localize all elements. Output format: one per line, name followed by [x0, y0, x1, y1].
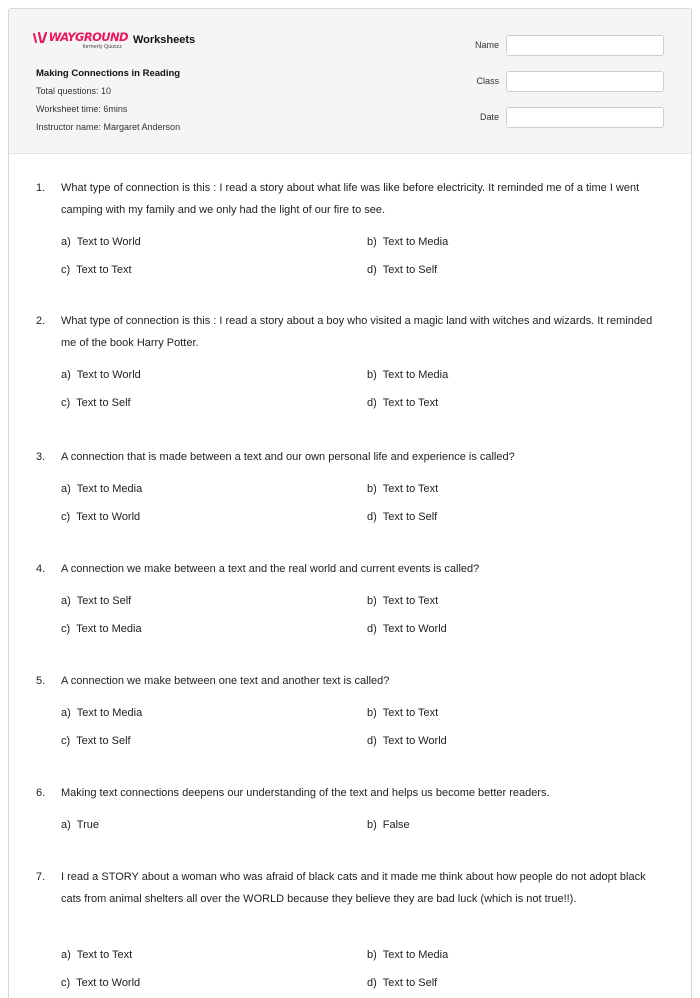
name-field-row [454, 34, 664, 56]
option-text: Text to Text [382, 595, 439, 607]
option-letter: c) [61, 397, 71, 409]
option-a [61, 235, 141, 249]
wayground-logo [36, 31, 128, 51]
question-number: 7. [36, 871, 46, 883]
question-text: A connection that is made between a text and our own personal life and experience is called? [61, 451, 515, 463]
option-d [367, 396, 438, 410]
option-letter: d) [367, 735, 377, 747]
student-fields [454, 34, 664, 142]
option-text: Text to Self [382, 977, 438, 989]
option-letter: c) [61, 735, 71, 747]
name-input[interactable] [506, 35, 664, 56]
option-c [61, 263, 132, 277]
option-letter: d) [367, 623, 377, 635]
option-text: Text to Self [382, 511, 438, 523]
question-number: 3. [36, 451, 46, 463]
option-d [367, 263, 437, 277]
option-letter: a) [61, 949, 71, 961]
logo-subtext: formerly Quizizz [82, 44, 122, 50]
option-letter: c) [61, 264, 71, 276]
option-text: True [76, 819, 99, 831]
option-letter: a) [61, 707, 71, 719]
option-d [367, 976, 437, 990]
option-a [61, 706, 142, 720]
brand-title: Worksheets [133, 34, 196, 46]
brand [36, 31, 195, 51]
logo-text: WAYGROUND [48, 30, 128, 44]
option-letter: d) [367, 511, 377, 523]
option-a [61, 368, 141, 382]
option-b [367, 368, 448, 382]
option-text: Text to Text [76, 949, 133, 961]
option-letter: b) [367, 483, 377, 495]
option-text: Text to World [76, 977, 141, 989]
option-letter: a) [61, 483, 71, 495]
option-letter: d) [367, 397, 377, 409]
option-text: Text to World [76, 511, 141, 523]
option-letter: a) [61, 369, 71, 381]
question-number: 2. [36, 315, 46, 327]
instructor-name: Instructor name: Margaret Anderson [36, 122, 181, 132]
option-b [367, 706, 438, 720]
option-text: Text to Text [382, 397, 439, 409]
class-field-row [454, 70, 664, 92]
question-text: I read a STORY about a woman who was afraid of black cats and it made me think about how people do not adopt black cats from animal shelters all over the WORLD because they believe they are bad luck (which is not true!!). [61, 871, 646, 905]
option-text: Text to Self [76, 397, 131, 409]
option-text: Text to Media [382, 949, 449, 961]
option-letter: c) [61, 511, 71, 523]
option-text: Text to Text [382, 707, 439, 719]
question-number: 5. [36, 675, 46, 687]
option-d [367, 622, 447, 636]
option-c [61, 976, 140, 990]
option-b [367, 594, 438, 608]
question-number: 1. [36, 182, 46, 194]
option-letter: c) [61, 977, 71, 989]
option-text: Text to Media [76, 707, 143, 719]
option-text: Text to Self [76, 735, 131, 747]
option-a [61, 482, 142, 496]
option-text: Text to Self [382, 264, 438, 276]
option-letter: b) [367, 707, 377, 719]
option-letter: d) [367, 264, 377, 276]
option-a [61, 948, 132, 962]
option-text: Text to Media [382, 236, 449, 248]
question-text: What type of connection is this : I read a story about what life was like before electricity. It reminded me of a time I went camping with my family and we only had the light of our fire to see. [61, 182, 640, 216]
option-c [61, 396, 131, 410]
option-letter: d) [367, 977, 377, 989]
option-letter: b) [367, 595, 377, 607]
option-b [367, 948, 448, 962]
option-d [367, 510, 437, 524]
class-input[interactable] [506, 71, 664, 92]
option-text: Text to Text [382, 483, 439, 495]
option-text: Text to Text [76, 264, 132, 276]
option-text: Text to World [76, 236, 141, 248]
option-a [61, 818, 99, 832]
question-number: 4. [36, 563, 46, 575]
option-a [61, 594, 131, 608]
option-letter: c) [61, 623, 71, 635]
option-text: Text to Media [382, 369, 449, 381]
question-text: What type of connection is this : I read a story about a boy who visited a magic land with witches and wizards. It reminded me of the book Harry Potter. [61, 315, 653, 349]
class-label: Class [476, 76, 499, 86]
option-letter: b) [367, 949, 377, 961]
option-text: Text to World [76, 369, 141, 381]
question-text: A connection we make between a text and the real world and current events is called? [61, 563, 480, 575]
option-c [61, 734, 131, 748]
option-b [367, 235, 448, 249]
option-letter: a) [61, 819, 71, 831]
option-letter: b) [367, 369, 377, 381]
date-field-row [454, 106, 664, 128]
worksheet-header [9, 9, 691, 154]
option-d [367, 734, 447, 748]
option-text: Text to Self [76, 595, 132, 607]
option-b [367, 818, 410, 832]
option-c [61, 510, 140, 524]
logo-mark-icon [33, 32, 47, 43]
option-b [367, 482, 438, 496]
option-letter: b) [367, 236, 377, 248]
date-label: Date [479, 112, 499, 122]
name-label: Name [474, 40, 499, 50]
question-number: 6. [36, 787, 46, 799]
worksheet-page [8, 8, 692, 998]
option-letter: a) [61, 236, 71, 248]
question-text: Making text connections deepens our understanding of the text and helps us become better readers. [61, 787, 550, 799]
worksheet-title: Making Connections in Reading [36, 68, 181, 79]
option-letter: a) [61, 595, 71, 607]
date-input[interactable] [506, 107, 664, 128]
option-letter: b) [367, 819, 377, 831]
option-text: Text to World [382, 623, 447, 635]
option-text: Text to Media [76, 483, 143, 495]
question-text: A connection we make between one text and another text is called? [61, 675, 390, 687]
option-c [61, 622, 142, 636]
worksheet-meta [36, 67, 180, 134]
option-text: False [382, 819, 410, 831]
total-questions: Total questions: 10 [36, 86, 112, 96]
option-text: Text to World [382, 735, 447, 747]
worksheet-time: Worksheet time: 6mins [36, 104, 128, 114]
option-text: Text to Media [76, 623, 142, 635]
